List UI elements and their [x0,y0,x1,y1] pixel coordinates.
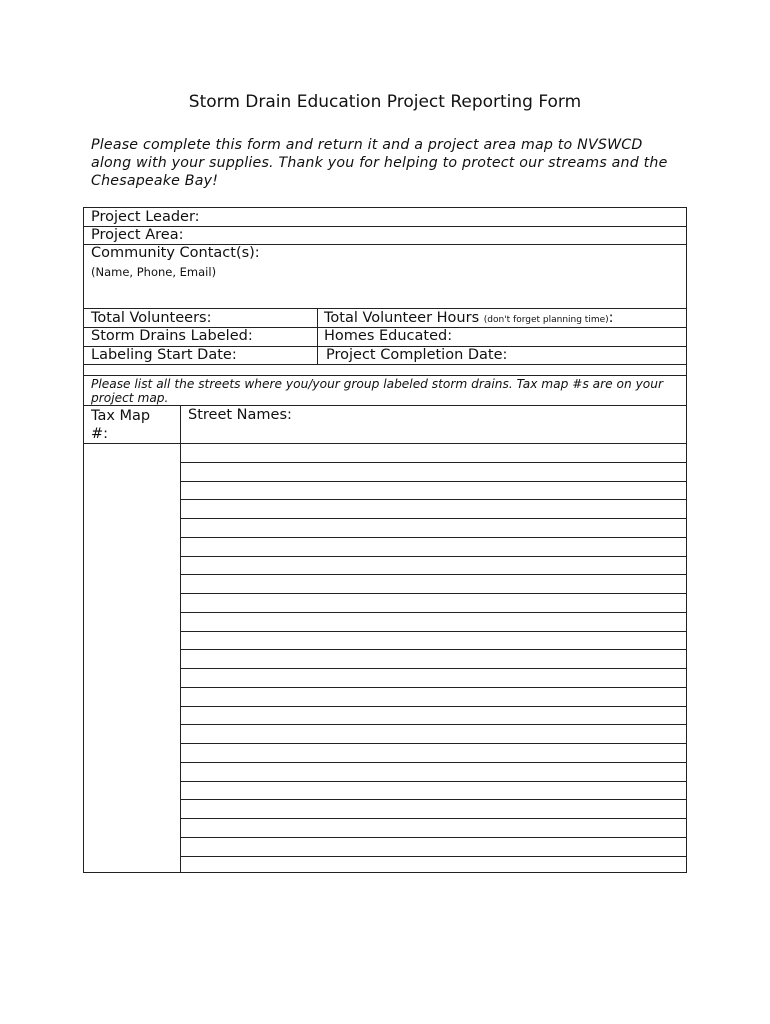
street-name-entry[interactable] [181,819,686,837]
total-volunteer-hours-text: Total Volunteer Hours [324,310,480,326]
planning-time-hint: (don't forget planning time) [483,315,609,325]
project-area-row[interactable] [83,226,687,245]
streets-instruction: Please list all the streets where you/your group labeled storm drains. Tax map #s are on your project map. [91,377,663,405]
street-name-entry[interactable] [181,538,686,556]
street-name-entry[interactable] [181,800,686,818]
street-name-entry[interactable] [181,725,686,743]
project-area-label: Project Area: [91,227,184,243]
street-name-entry[interactable] [181,650,686,668]
labeling-start-date-label[interactable]: Labeling Start Date: [91,347,237,363]
project-completion-date-label[interactable]: Project Completion Date: [326,347,508,363]
street-name-entry[interactable] [181,632,686,650]
total-volunteers-label[interactable]: Total Volunteers: [91,310,212,326]
tax-map-header: Tax Map #: [91,408,151,442]
page-title: Storm Drain Education Project Reporting Form [188,92,582,112]
colon: : [608,310,614,326]
stats-grid [83,308,687,365]
storm-drains-labeled-label[interactable]: Storm Drains Labeled: [91,328,253,344]
street-name-entry[interactable] [181,500,686,518]
street-name-entry[interactable] [181,557,686,575]
community-contacts-row[interactable] [83,244,687,309]
column-divider [317,309,318,364]
project-leader-row[interactable] [83,207,687,227]
street-name-entry[interactable] [181,444,686,462]
street-name-entry[interactable] [181,519,686,537]
street-name-entry[interactable] [181,707,686,725]
street-names-header: Street Names: [188,407,292,423]
streets-instruction-row [83,375,687,406]
total-volunteer-hours-label[interactable] [324,310,614,326]
street-name-entry[interactable] [181,575,686,593]
street-name-entry[interactable] [181,838,686,856]
project-leader-label: Project Leader: [91,209,200,225]
street-name-entry[interactable] [181,669,686,687]
street-name-entry[interactable] [181,782,686,800]
street-name-entry[interactable] [181,613,686,631]
street-name-entry[interactable] [181,744,686,762]
streets-table [83,405,687,873]
street-name-entry[interactable] [181,763,686,781]
street-name-entry[interactable] [181,463,686,481]
homes-educated-label[interactable]: Homes Educated: [324,328,453,344]
street-name-entry[interactable] [181,857,686,875]
street-name-entry[interactable] [181,594,686,612]
community-contacts-label: Community Contact(s): [91,245,260,261]
street-name-entry[interactable] [181,688,686,706]
community-contacts-hint: (Name, Phone, Email) [91,265,217,279]
street-name-entry[interactable] [181,482,686,500]
intro-paragraph: Please complete this form and return it and a project area map to NVSWCD along with your supplies. Thank you for helping to protect our streams and the Chesapeake Bay! [91,137,668,189]
